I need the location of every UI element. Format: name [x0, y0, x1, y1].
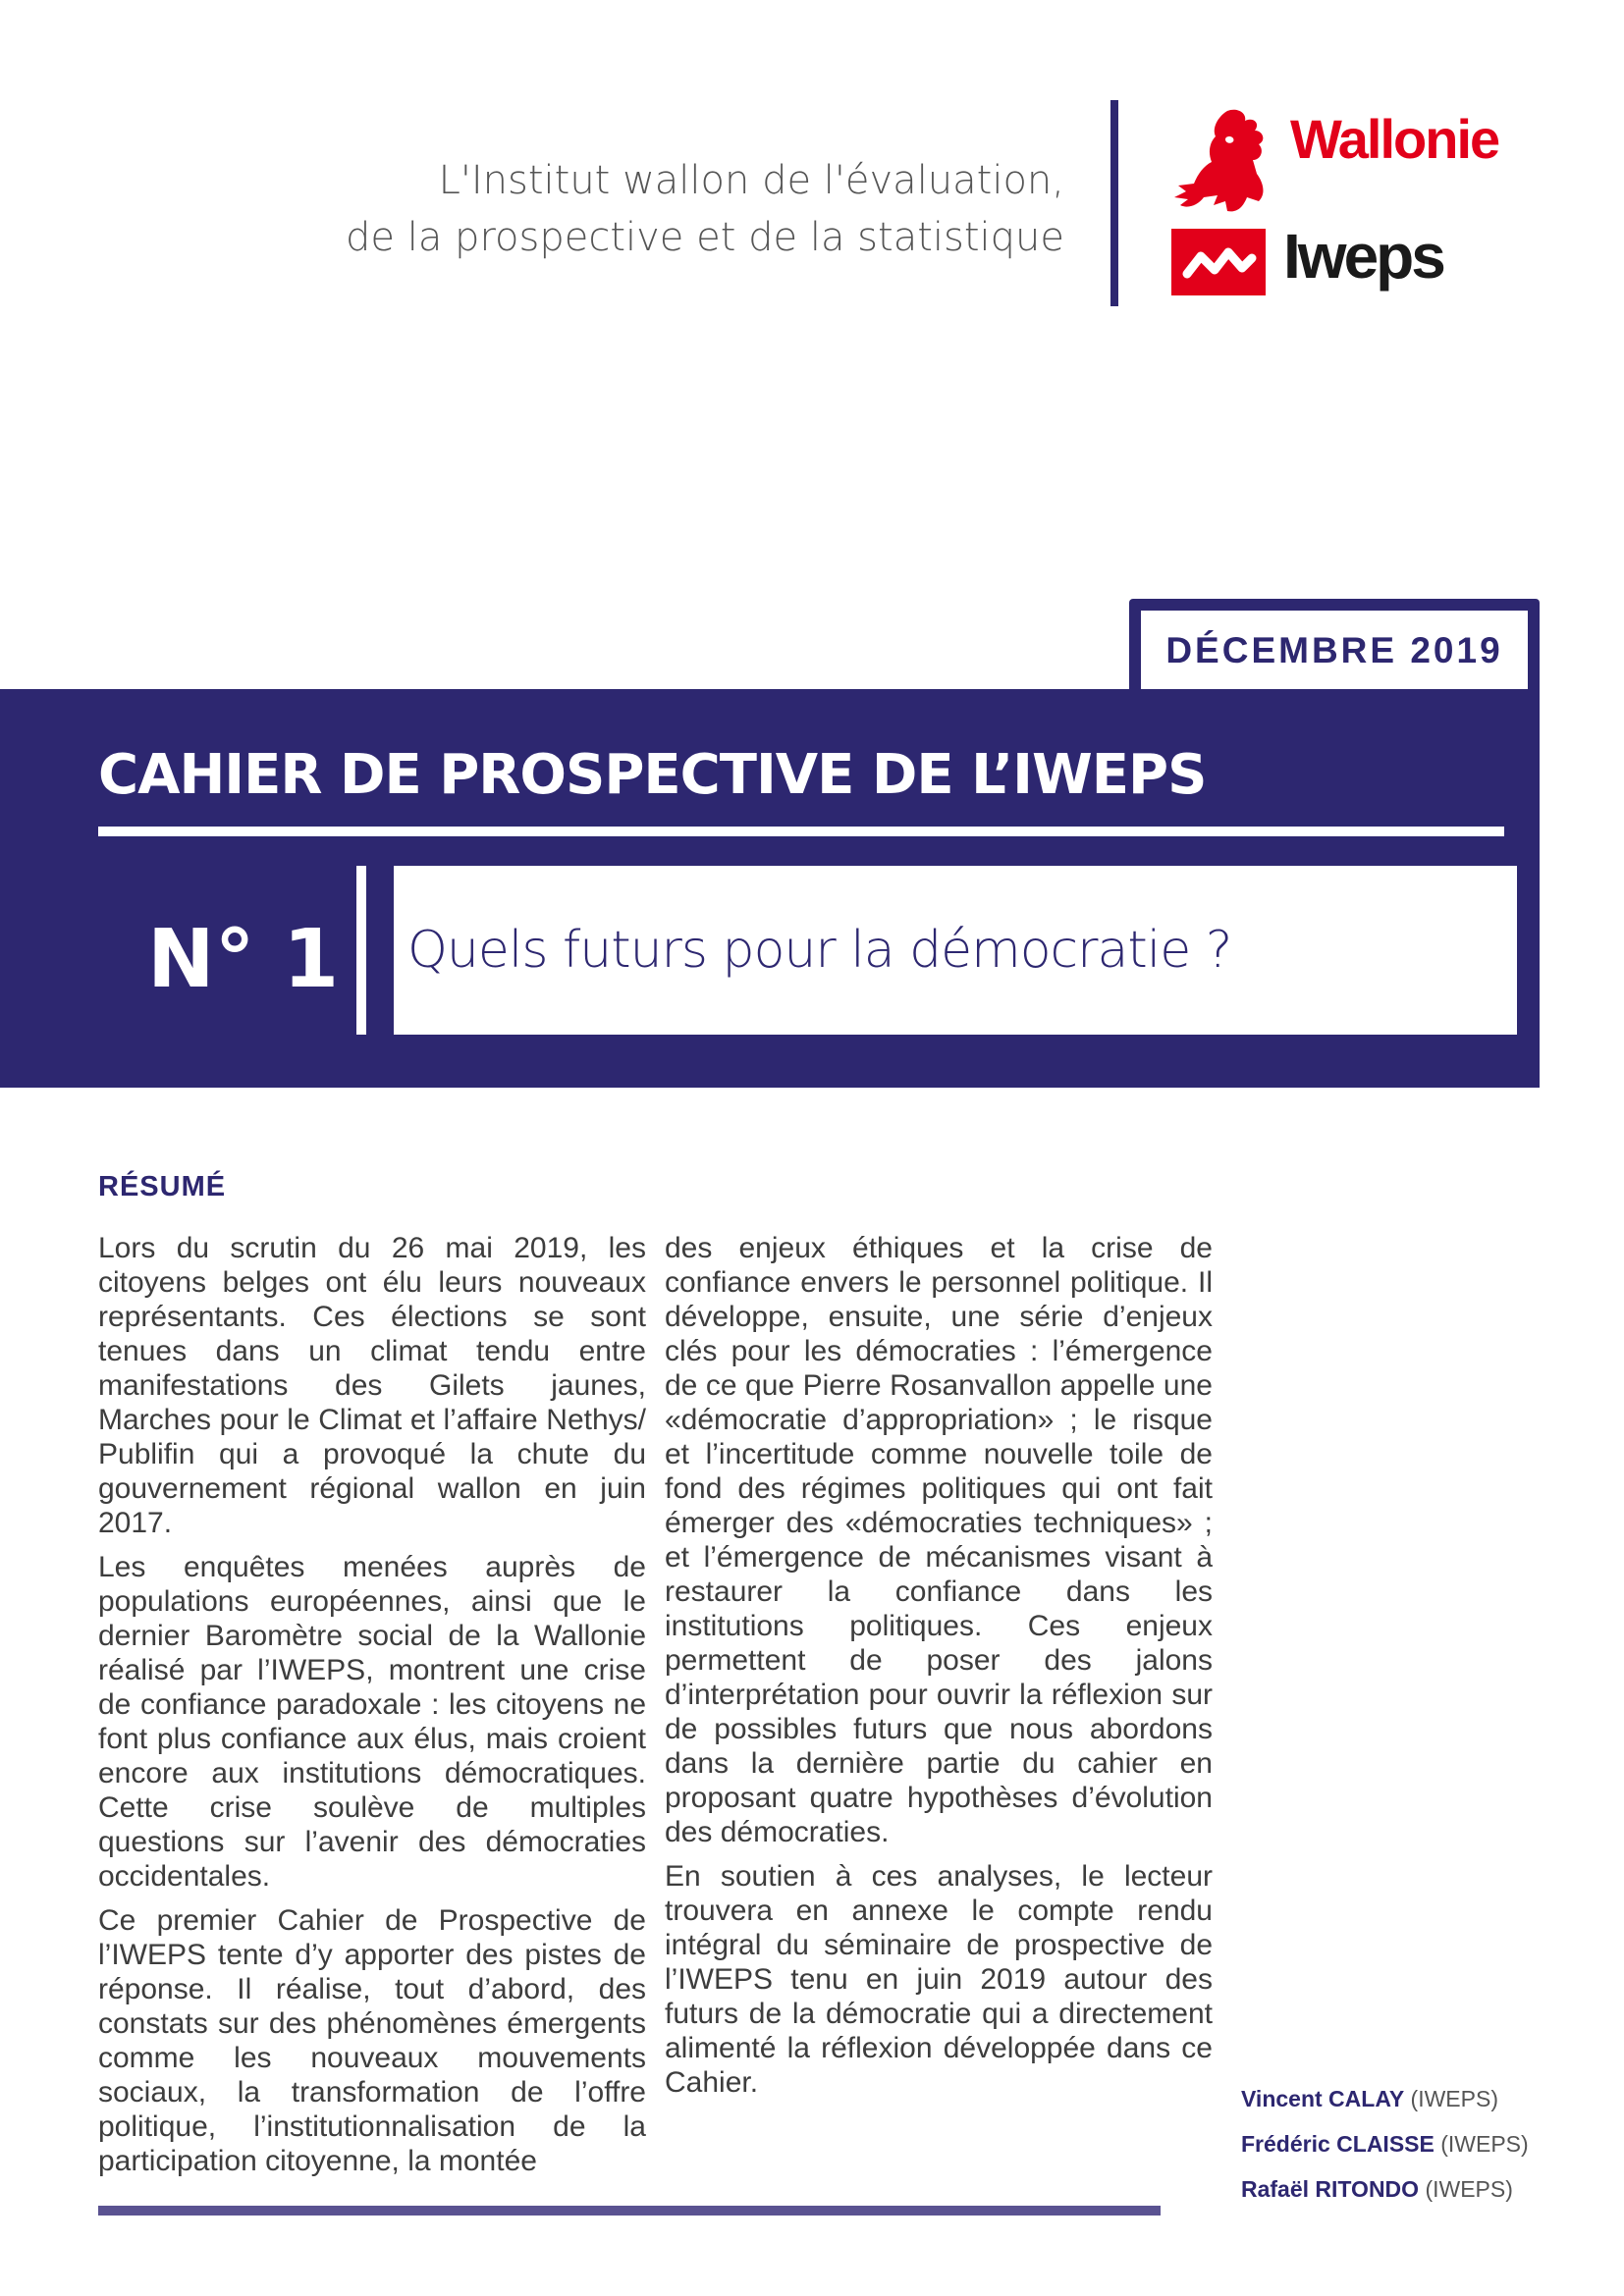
banner-divider: [98, 827, 1504, 836]
author-entry: [1241, 2121, 1529, 2166]
institute-name: [346, 152, 1064, 266]
subtitle-box: [394, 866, 1517, 1035]
issue-number: N° 1: [147, 913, 340, 1006]
author-affiliation: (IWEPS): [1425, 2176, 1513, 2202]
institute-line-1: L'Institut wallon de l'évaluation,: [438, 158, 1064, 203]
date-label: DÉCEMBRE 2019: [1141, 611, 1528, 691]
header-divider: [1110, 100, 1118, 306]
issue-subtitle: Quels futurs pour la démocratie ?: [407, 921, 1232, 980]
resume-heading: RÉSUMÉ: [98, 1171, 227, 1202]
author-affiliation: (IWEPS): [1440, 2131, 1529, 2157]
resume-paragraph: des enjeux éthiques et la crise de confiance envers le personnel politique. Il développe, ensuite, une série d’enjeux clés pour les démocraties : l’émergence de ce que Pierre Rosanvallon appelle une «démocratie d’appropriation» ; le risque et l’incertitude comme nouvelle toile de fond des régimes politiques qui ont fait émerger des «démocraties techniques» ; et l’émergence de mécanismes visant à restaurer la confiance dans les institutions politiques. Ces enjeux permettent de poser des jalons d’interprétation pour ouvrir la réflexion sur de possibles futurs que nous abordons dans la dernière partie du cahier en proposant quatre hypothèses d’évolution des démocraties.: [665, 1232, 1213, 1848]
authors-list: [1241, 2076, 1529, 2212]
author-name: Vincent CALAY: [1241, 2086, 1405, 2111]
wallonie-logo: [1168, 103, 1542, 221]
resume-paragraph: Lors du scrutin du 26 mai 2019, les citoyens belges ont élu leurs nouveaux représentants. Ces élections se sont tenues dans un climat tendu entre manifestations des Gilets jaunes, Marches pour le Climat et l’affaire Nethys/ Publifin qui a provoqué la chute du gouvernement régional wallon en juin 2017.: [98, 1232, 646, 1539]
iweps-logo: [1171, 221, 1486, 302]
rooster-icon: [1168, 103, 1286, 221]
iweps-wordmark: Iweps: [1283, 221, 1443, 292]
series-title: CAHIER DE PROSPECTIVE DE L’IWEPS: [98, 743, 1207, 807]
issue-divider: [356, 866, 366, 1035]
resume-paragraph: Les enquêtes menées auprès de populations européennes, ainsi que le dernier Baromètre social de la Wallonie réalisé par l’IWEPS, montrent une crise de confiance paradoxale : les citoyens ne font plus confiance aux élus, mais croient encore aux institutions démocratiques. Cette crise soulève de multiples questions sur l’avenir des démocraties occidentales.: [98, 1551, 646, 1893]
institute-line-2: de la prospective et de la statistique: [346, 215, 1064, 260]
resume-paragraph: Ce premier Cahier de Prospective de l’IWEPS tente d’y apporter des pistes de réponse. Il réalise, tout d’abord, des constats sur des phénomènes émergents comme les nouveaux mouvements sociaux, la transformation de l’offre politique, l’institutionnalisation de la participation citoyenne, la montée: [98, 1904, 646, 2177]
author-entry: [1241, 2076, 1529, 2121]
title-banner: [0, 689, 1540, 1088]
date-tab: [1129, 599, 1540, 691]
iweps-mark-icon: [1171, 229, 1266, 295]
author-affiliation: (IWEPS): [1410, 2086, 1498, 2111]
resume-column-left: [98, 1231, 646, 2188]
wallonie-wordmark: Wallonie: [1290, 108, 1499, 170]
author-name: Rafaël RITONDO: [1241, 2176, 1420, 2202]
author-name: Frédéric CLAISSE: [1241, 2131, 1435, 2157]
resume-paragraph: En soutien à ces analyses, le lecteur trouvera en annexe le compte rendu intégral du séminaire de prospective de l’IWEPS tenu en juin 2019 autour des futurs de la démocratie qui a directement alimenté la réflexion développée dans ce Cahier.: [665, 1860, 1213, 2099]
author-entry: [1241, 2166, 1529, 2212]
resume-column-right: [665, 1231, 1213, 2109]
footer-rule: [98, 2206, 1161, 2216]
